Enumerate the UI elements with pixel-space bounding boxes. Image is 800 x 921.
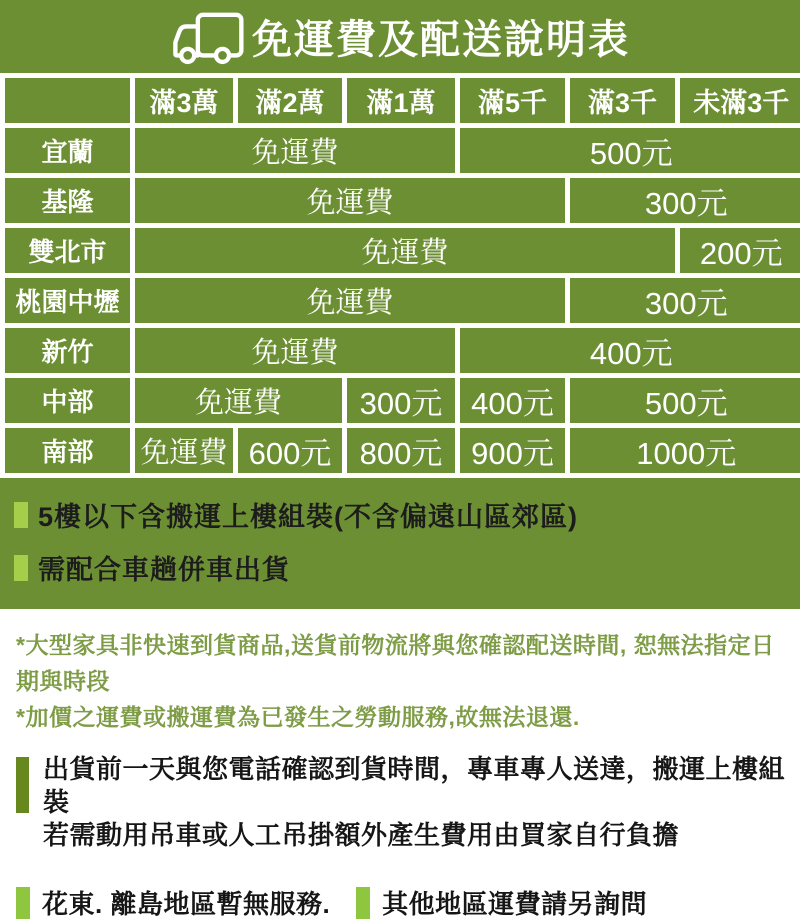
fee-cell: 1000元 — [568, 426, 800, 476]
fee-cell: 免運費 — [133, 226, 678, 276]
note-item — [356, 884, 647, 921]
table-row — [3, 326, 800, 376]
fee-cell: 300元 — [345, 376, 458, 426]
table-row — [3, 276, 800, 326]
note-text: 需配合車趟併車出貨 — [38, 548, 290, 587]
fee-cell: 800元 — [345, 426, 458, 476]
table-row — [3, 176, 800, 226]
delivery-note — [16, 753, 786, 852]
delivery-note-line: 出貨前一天與您電話確認到貨時間，專車專人送達，搬運上樓組裝 — [43, 753, 786, 819]
col-header: 滿3千 — [568, 76, 678, 126]
disclaimer-line: *大型家具非快速到貨商品,送貨前物流將與您確認配送時間, 恕無法指定日期與時段 — [16, 627, 786, 699]
green-notes — [0, 478, 800, 609]
delivery-note-line: 若需動用吊車或人工吊掛額外產生費用由買家自行負擔 — [43, 819, 786, 852]
delivery-truck-icon — [170, 9, 246, 67]
fee-cell: 免運費 — [133, 276, 568, 326]
delivery-note-text — [43, 753, 786, 852]
fee-cell: 500元 — [458, 126, 800, 176]
fee-cell: 900元 — [458, 426, 568, 476]
fee-cell: 免運費 — [133, 126, 458, 176]
disclaimer-notes — [16, 627, 786, 735]
square-bullet-icon — [14, 555, 28, 581]
col-header: 未滿3千 — [678, 76, 800, 126]
fee-cell: 免運費 — [133, 176, 568, 226]
table-header-row — [3, 76, 800, 126]
corner-cell — [3, 76, 133, 126]
region-label: 中部 — [3, 376, 133, 426]
fee-cell: 400元 — [458, 376, 568, 426]
region-label: 雙北市 — [3, 226, 133, 276]
fee-cell: 600元 — [236, 426, 345, 476]
bar-bullet-icon — [356, 887, 370, 919]
fee-cell: 300元 — [568, 176, 800, 226]
note-item — [16, 884, 330, 921]
bottom-notes — [16, 884, 786, 921]
region-label: 新竹 — [3, 326, 133, 376]
region-label: 桃園中壢 — [3, 276, 133, 326]
region-label: 基隆 — [3, 176, 133, 226]
table-row — [3, 376, 800, 426]
note-text: 5樓以下含搬運上樓組裝(不含偏遠山區郊區) — [38, 495, 578, 534]
fee-cell: 200元 — [678, 226, 800, 276]
region-label: 南部 — [3, 426, 133, 476]
fee-cell: 500元 — [568, 376, 800, 426]
col-header: 滿5千 — [458, 76, 568, 126]
bar-bullet-icon — [16, 887, 30, 919]
note-item — [14, 495, 800, 534]
title-bar — [0, 0, 800, 73]
col-header: 滿3萬 — [133, 76, 236, 126]
fee-cell: 免運費 — [133, 426, 236, 476]
fee-cell: 免運費 — [133, 376, 345, 426]
note-text: 其他地區運費請另詢問 — [382, 884, 647, 921]
white-section — [0, 609, 800, 921]
note-text: 花東. 離島地區暫無服務. — [42, 884, 330, 921]
bar-bullet-icon — [16, 757, 29, 813]
table-row — [3, 126, 800, 176]
table-row — [3, 426, 800, 476]
col-header: 滿1萬 — [345, 76, 458, 126]
shipping-fee-table — [0, 73, 800, 478]
table-row — [3, 226, 800, 276]
disclaimer-line: *加價之運費或搬運費為已發生之勞動服務,故無法退還. — [16, 699, 786, 735]
fee-cell: 免運費 — [133, 326, 458, 376]
region-label: 宜蘭 — [3, 126, 133, 176]
fee-cell: 300元 — [568, 276, 800, 326]
page-title: 免運費及配送說明表 — [252, 8, 630, 65]
square-bullet-icon — [14, 502, 28, 528]
col-header: 滿2萬 — [236, 76, 345, 126]
fee-cell: 400元 — [458, 326, 800, 376]
note-item — [14, 548, 800, 587]
